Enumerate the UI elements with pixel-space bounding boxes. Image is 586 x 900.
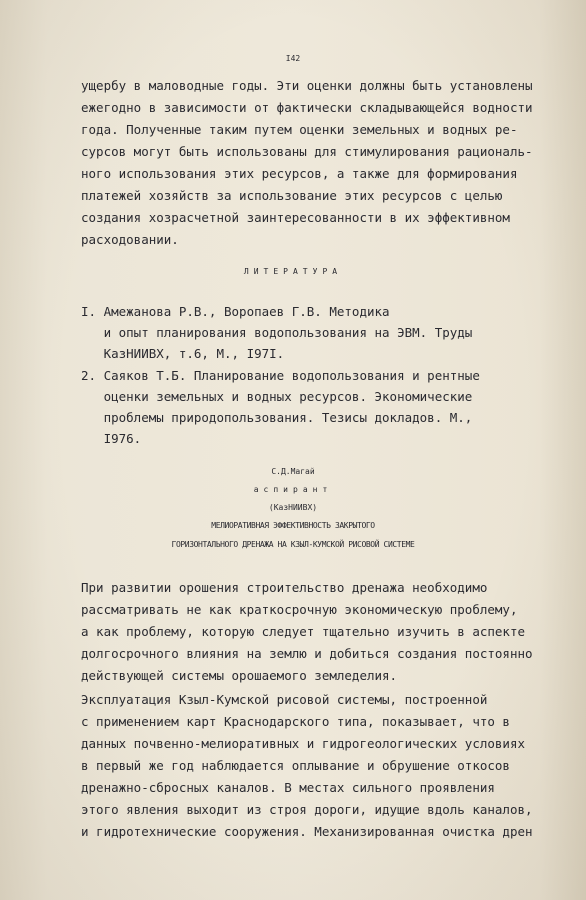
article-title-line: МЕЛИОРАТИВНАЯ ЭФФЕКТИВНОСТЬ ЗАКРЫТОГО <box>211 521 375 530</box>
text-line: дренажно-сбросных каналов. В местах сильного проявления <box>81 780 495 795</box>
text-line: ного использования этих ресурсов, а также для формирования <box>81 166 518 181</box>
text-line: создания хозрасчетной заинтересованности в их эффективном <box>81 210 510 225</box>
text-line: ежегодно в зависимости от фактически складывающейся водности <box>81 100 533 115</box>
reference-line: I. Амежанова Р.В., Воропаев Г.В. Методика <box>81 304 390 319</box>
text-line: этого явления выходит из строя дороги, идущие вдоль каналов, <box>81 802 533 817</box>
author-institution: (КазНИИВХ) <box>268 503 318 512</box>
text-line: При развитии орошения строительство дренажа необходимо <box>81 580 488 595</box>
text-line: в первый же год наблюдается оплывание и обрушение откосов <box>81 758 510 773</box>
reference-line: 2. Саяков Т.Б. Планирование водопользования и рентные <box>81 368 480 383</box>
text-line: года. Полученные таким путем оценки земельных и водных ре- <box>81 122 518 137</box>
text-line: рассматривать не как краткосрочную экономическую проблему, <box>81 602 518 617</box>
text-line: сурсов могут быть использованы для стимулирования рациональ- <box>81 144 533 159</box>
text-line: Эксплуатация Кзыл-Кумской рисовой системы, построенной <box>81 692 488 707</box>
text-line: действующей системы орошаемого земледелия. <box>81 668 398 683</box>
literature-heading: ЛИТЕРАТУРА <box>243 267 343 276</box>
page-number: I42 <box>285 54 301 63</box>
text-line: с применением карт Краснодарского типа, показывает, что в <box>81 714 510 729</box>
reference-line: и опыт планирования водопользования на ЭВМ. Труды <box>81 325 473 340</box>
reference-line: оценки земельных и водных ресурсов. Экономические <box>81 389 473 404</box>
reference-line: проблемы природопользования. Тезисы докладов. М., <box>81 410 473 425</box>
text-line: и гидротехнические сооружения. Механизированная очистка дрен <box>81 824 533 839</box>
text-line: расходовании. <box>81 232 179 247</box>
reference-line: I976. <box>81 431 142 446</box>
text-line: платежей хозяйств за использование этих ресурсов с целью <box>81 188 503 203</box>
article-title-line: ГОРИЗОНТАЛЬНОГО ДРЕНАЖА НА КЗЫЛ-КУМСКОЙ РИСОВОЙ СИСТЕМЕ <box>171 540 415 549</box>
reference-line: КазНИИВХ, т.6, М., I97I. <box>81 346 285 361</box>
text-line: а как проблему, которую следует тщательно изучить в аспекте <box>81 624 526 639</box>
text-line: ущербу в маловодные годы. Эти оценки должны быть установлены <box>81 78 533 93</box>
author-position: аспирант <box>253 485 333 494</box>
author-name: С.Д.Магай <box>271 467 315 476</box>
text-line: данных почвенно-мелиоративных и гидрогеологических условиях <box>81 736 526 751</box>
text-line: долгосрочного влияния на землю и добиться создания постоянно <box>81 646 533 661</box>
